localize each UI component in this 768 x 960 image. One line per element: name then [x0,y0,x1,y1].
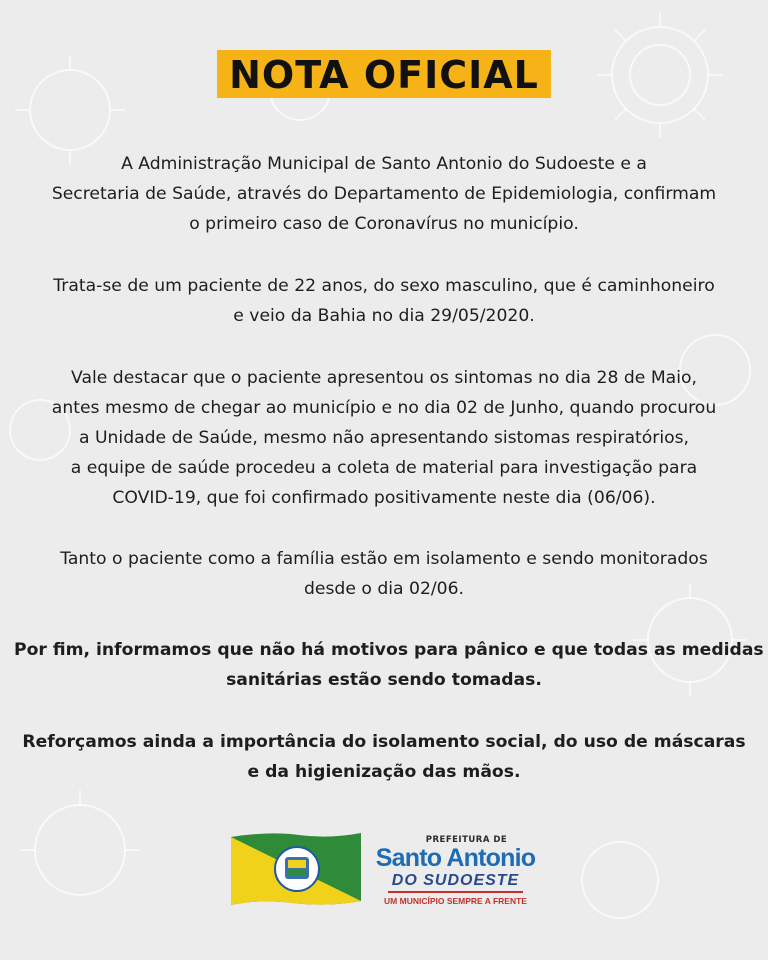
municipality-logo [368,834,543,907]
text-line: Vale destacar que o paciente apresentou os sintomas no dia 28 de Maio, [71,368,697,388]
text-line: Tanto o paciente como a família estão em isolamento e sendo monitorados [60,549,708,569]
paragraph-patient [14,271,754,331]
paragraph-isolation [14,544,754,604]
text-line: Reforçamos ainda a importância do isolamento social, do uso de máscaras [22,732,746,752]
text-line: a Unidade de Saúde, mesmo não apresentando sistomas respiratórios, [78,428,690,448]
page-title: NOTA OFICIAL [217,50,551,98]
text-line: antes mesmo de chegar ao município e no dia 02 de Junho, quando procurou [51,398,717,418]
municipal-flag-icon [229,831,363,907]
text-line: COVID-19, que foi confirmado positivamente neste dia (06/06). [112,488,656,508]
text-line: a equipe de saúde procedeu a coleta de material para investigação para [70,458,698,478]
text-line: desde o dia 02/06. [303,579,465,599]
text-line: Por fim, informamos que não há motivos para pânico e que todas as medidas [14,640,764,660]
paragraph-no-panic [14,635,764,695]
text-line: o primeiro caso de Coronavírus no município. [189,214,579,234]
text-line: Secretaria de Saúde, através do Departamento de Epidemiologia, confirmam [51,184,717,204]
logo-city-name: Santo Antonio [375,844,536,872]
paragraph-reinforce [14,727,754,787]
logo-slogan: UM MUNICÍPIO SEMPRE A FRENTE [384,896,527,906]
paragraph-announcement [14,149,754,239]
paragraph-symptoms [14,363,754,513]
text-line: sanitárias estão sendo tomadas. [226,670,542,690]
text-line: Trata-se de um paciente de 22 anos, do sexo masculino, que é caminhoneiro [53,276,715,296]
logo-subtitle: DO SUDOESTE [388,872,523,893]
text-line: e veio da Bahia no dia 29/05/2020. [233,306,535,326]
text-line: A Administração Municipal de Santo Antonio do Sudoeste e a [121,154,647,174]
text-line: e da higienização das mãos. [247,762,521,782]
logo-prefix: PREFEITURA DE [425,835,508,845]
